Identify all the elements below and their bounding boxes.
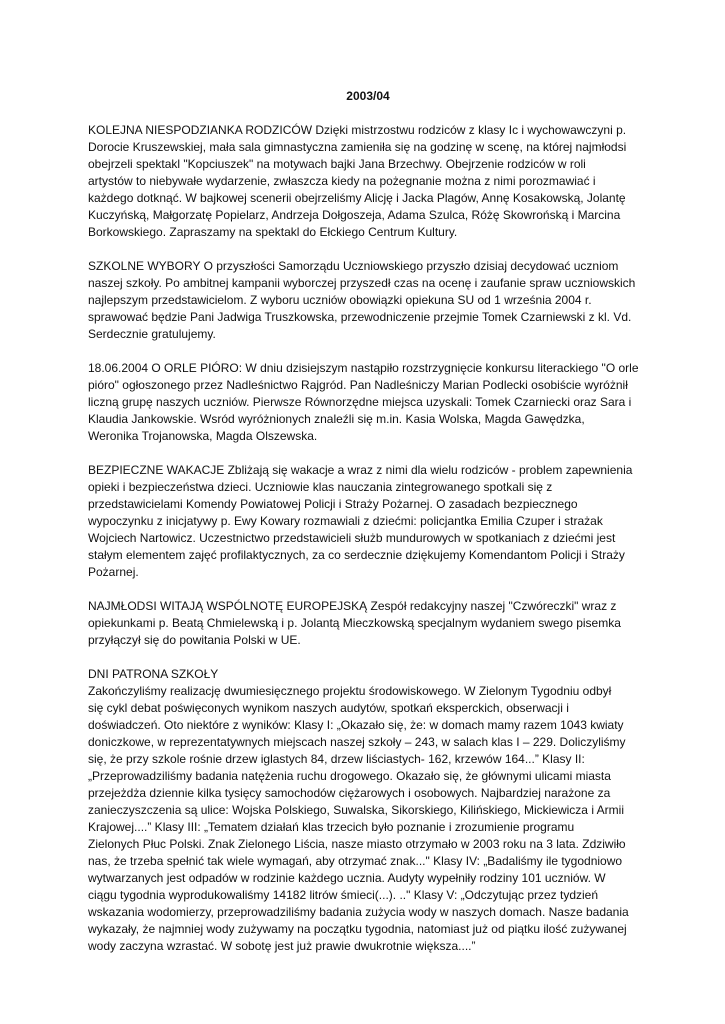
article-kolejna-niespodzianka: KOLEJNA NIESPODZIANKA RODZICÓW Dzięki mistrzostwu rodziców z klasy Ic i wychowawczyni p. Dorocie Kruszewskiej, mała sala gimnastyczna zamieniła się na godzinę w scenę, na której najmłodsi obejrzeli spektakl "Kopciuszek" na motywach bajki Jana Brzechwy. Obejrzenie rodziców w roli artystów to niebywałe wydarzenie, zwłaszcza kiedy na pożegnanie można z nimi porozmawiać i każdego dotknąć. W bajkowej scenerii obejrzeliśmy Alicję i Jacka Plagów, Annę Kosakowską, Jolantę Kuczyńską, Małgorzatę Popielarz, Andrzeja Dołgoszeja, Adama Szulca, Różę Skowrońską i Marcina Borkowskiego. Zapraszamy na spektakl do Ełckiego Centrum Kultury. bbox=[88, 123, 627, 239]
article-o-orle-pioro: 18.06.2004 O ORLE PIÓRO: W dniu dzisiejszym nastąpiło rozstrzygnięcie konkursu literackiego "O orle pióro" ogłoszonego przez Nadleśnictwo Rajgród. Pan Nadleśniczy Marian Podlecki osobiście wyróżnił liczną grupę naszych uczniów. Pierwsze Równorzędne miejsca uzyskali: Tomek Czarniecki oraz Sara i Klaudia Jankowskie. Wsród wyróżnionych znaleźli się m.in. Kasia Wolska, Magda Gawędzka, Weronika Trojanowska, Magda Olszewska. bbox=[88, 361, 639, 443]
document-page bbox=[88, 88, 648, 955]
article-dni-patrona: Zakończyliśmy realizację dwumiesięcznego projektu środowiskowego. W Zielonym Tygodniu odbył się cykl debat poświęconych wynikom naszych audytów, spotkań eksperckich, obserwacji i doświadczeń. Oto niektóre z wyników: Klasy I: „Okazało się, że: w domach mamy razem 1043 kwiaty doniczkowe, w reprezentatywnych miejscach naszej szkoły – 243, w salach klas I – 229. Doliczyliśmy się, że przy szkole rośnie drzew iglastych 84, drzew liściastych- 162, krzewów 164...” Klasy II: „Przeprowadziliśmy badania natężenia ruchu drogowego. Okazało się, że głównymi ulicami miasta przejeżdża dziennie kilka tysięcy samochodów ciężarowych i osobowych. Najbardziej narażone za zanieczyszczenia są ulice: Wojska Polskiego, Suwalska, Sikorskiego, Kilińskiego, Mickiewicza i Armii Krajowej....” Klasy III: „Tematem działań klas trzecich było poznanie i zrozumienie programu Zielonych Płuc Polski. Znak Zielonego Liścia, nasze miasto otrzymało w 2003 roku na 3 lata. Zdziwiło nas, że trzeba spełnić tak wiele wymagań, aby otrzymać znak..." Klasy IV: „Badaliśmy ile tygodniowo wytwarzanych jest odpadów w rodzinie każdego ucznia. Audyty wypełniły rodziny 101 uczniów. W ciągu tygodnia wyprodukowaliśmy 14182 litrów śmieci(...). .." Klasy V: „Odczytując przez tydzień wskazania wodomierzy, przeprowadziliśmy badania zużycia wody w naszych domach. Nasze badania wykazały, że najmniej wody zużywamy na początku tygodnia, natomiast już od piątku ilość zużywanej wody zaczyna wzrastać. W sobotę jest już prawie dwukrotnie większa....” bbox=[88, 684, 629, 953]
article-bezpieczne-wakacje: BEZPIECZNE WAKACJE Zbliżają się wakacje a wraz z nimi dla wielu rodziców - problem zapewnienia opieki i bezpieczeństwa dzieci. Uczniowie klas nauczania zintegrowanego spotkali się z przedstawicielami Komendy Powiatowej Policji i Straży Pożarnej. O zasadach bezpiecznego wypoczynku z inicjatywy p. Ewy Kowary rozmawiali z dziećmi: policjantka Emilia Czuper i strażak Wojciech Nartowicz. Uczestnictwo przedstawicieli służb mundurowych w spotkaniach z dziećmi jest stałym elementem zajęć profilaktycznych, za co serdecznie dziękujemy Komendantom Policji i Straży Pożarnej. bbox=[88, 463, 633, 579]
article-szkolne-wybory: SZKOLNE WYBORY O przyszłości Samorządu Uczniowskiego przyszło dzisiaj decydować uczniom naszej szkoły. Po ambitnej kampanii wyborczej przyszedł czas na ocenę i zaufanie spraw uczniowskich najlepszym przedstawicielom. Z wyboru uczniów obowiązki opiekuna SU od 1 września 2004 r. sprawować będzie Pani Jadwiga Truszkowska, przewodniczenie przejmie Tomek Czarniewski z kl. Vd. Serdecznie gratulujemy. bbox=[88, 259, 636, 341]
document-title: 2003/04 bbox=[346, 89, 390, 103]
section-heading-dni-patrona: DNI PATRONA SZKOŁY bbox=[88, 667, 219, 681]
article-najmlodsi-witaja: NAJMŁODSI WITAJĄ WSPÓLNOTĘ EUROPEJSKĄ Zespół redakcyjny naszej "Czwóreczki" wraz z opiekunkami p. Beatą Chmielewską i p. Jolantą Mieczkowską specjalnym wydaniem swego pisemka przyłączył się do powitania Polski w UE. bbox=[88, 599, 621, 647]
